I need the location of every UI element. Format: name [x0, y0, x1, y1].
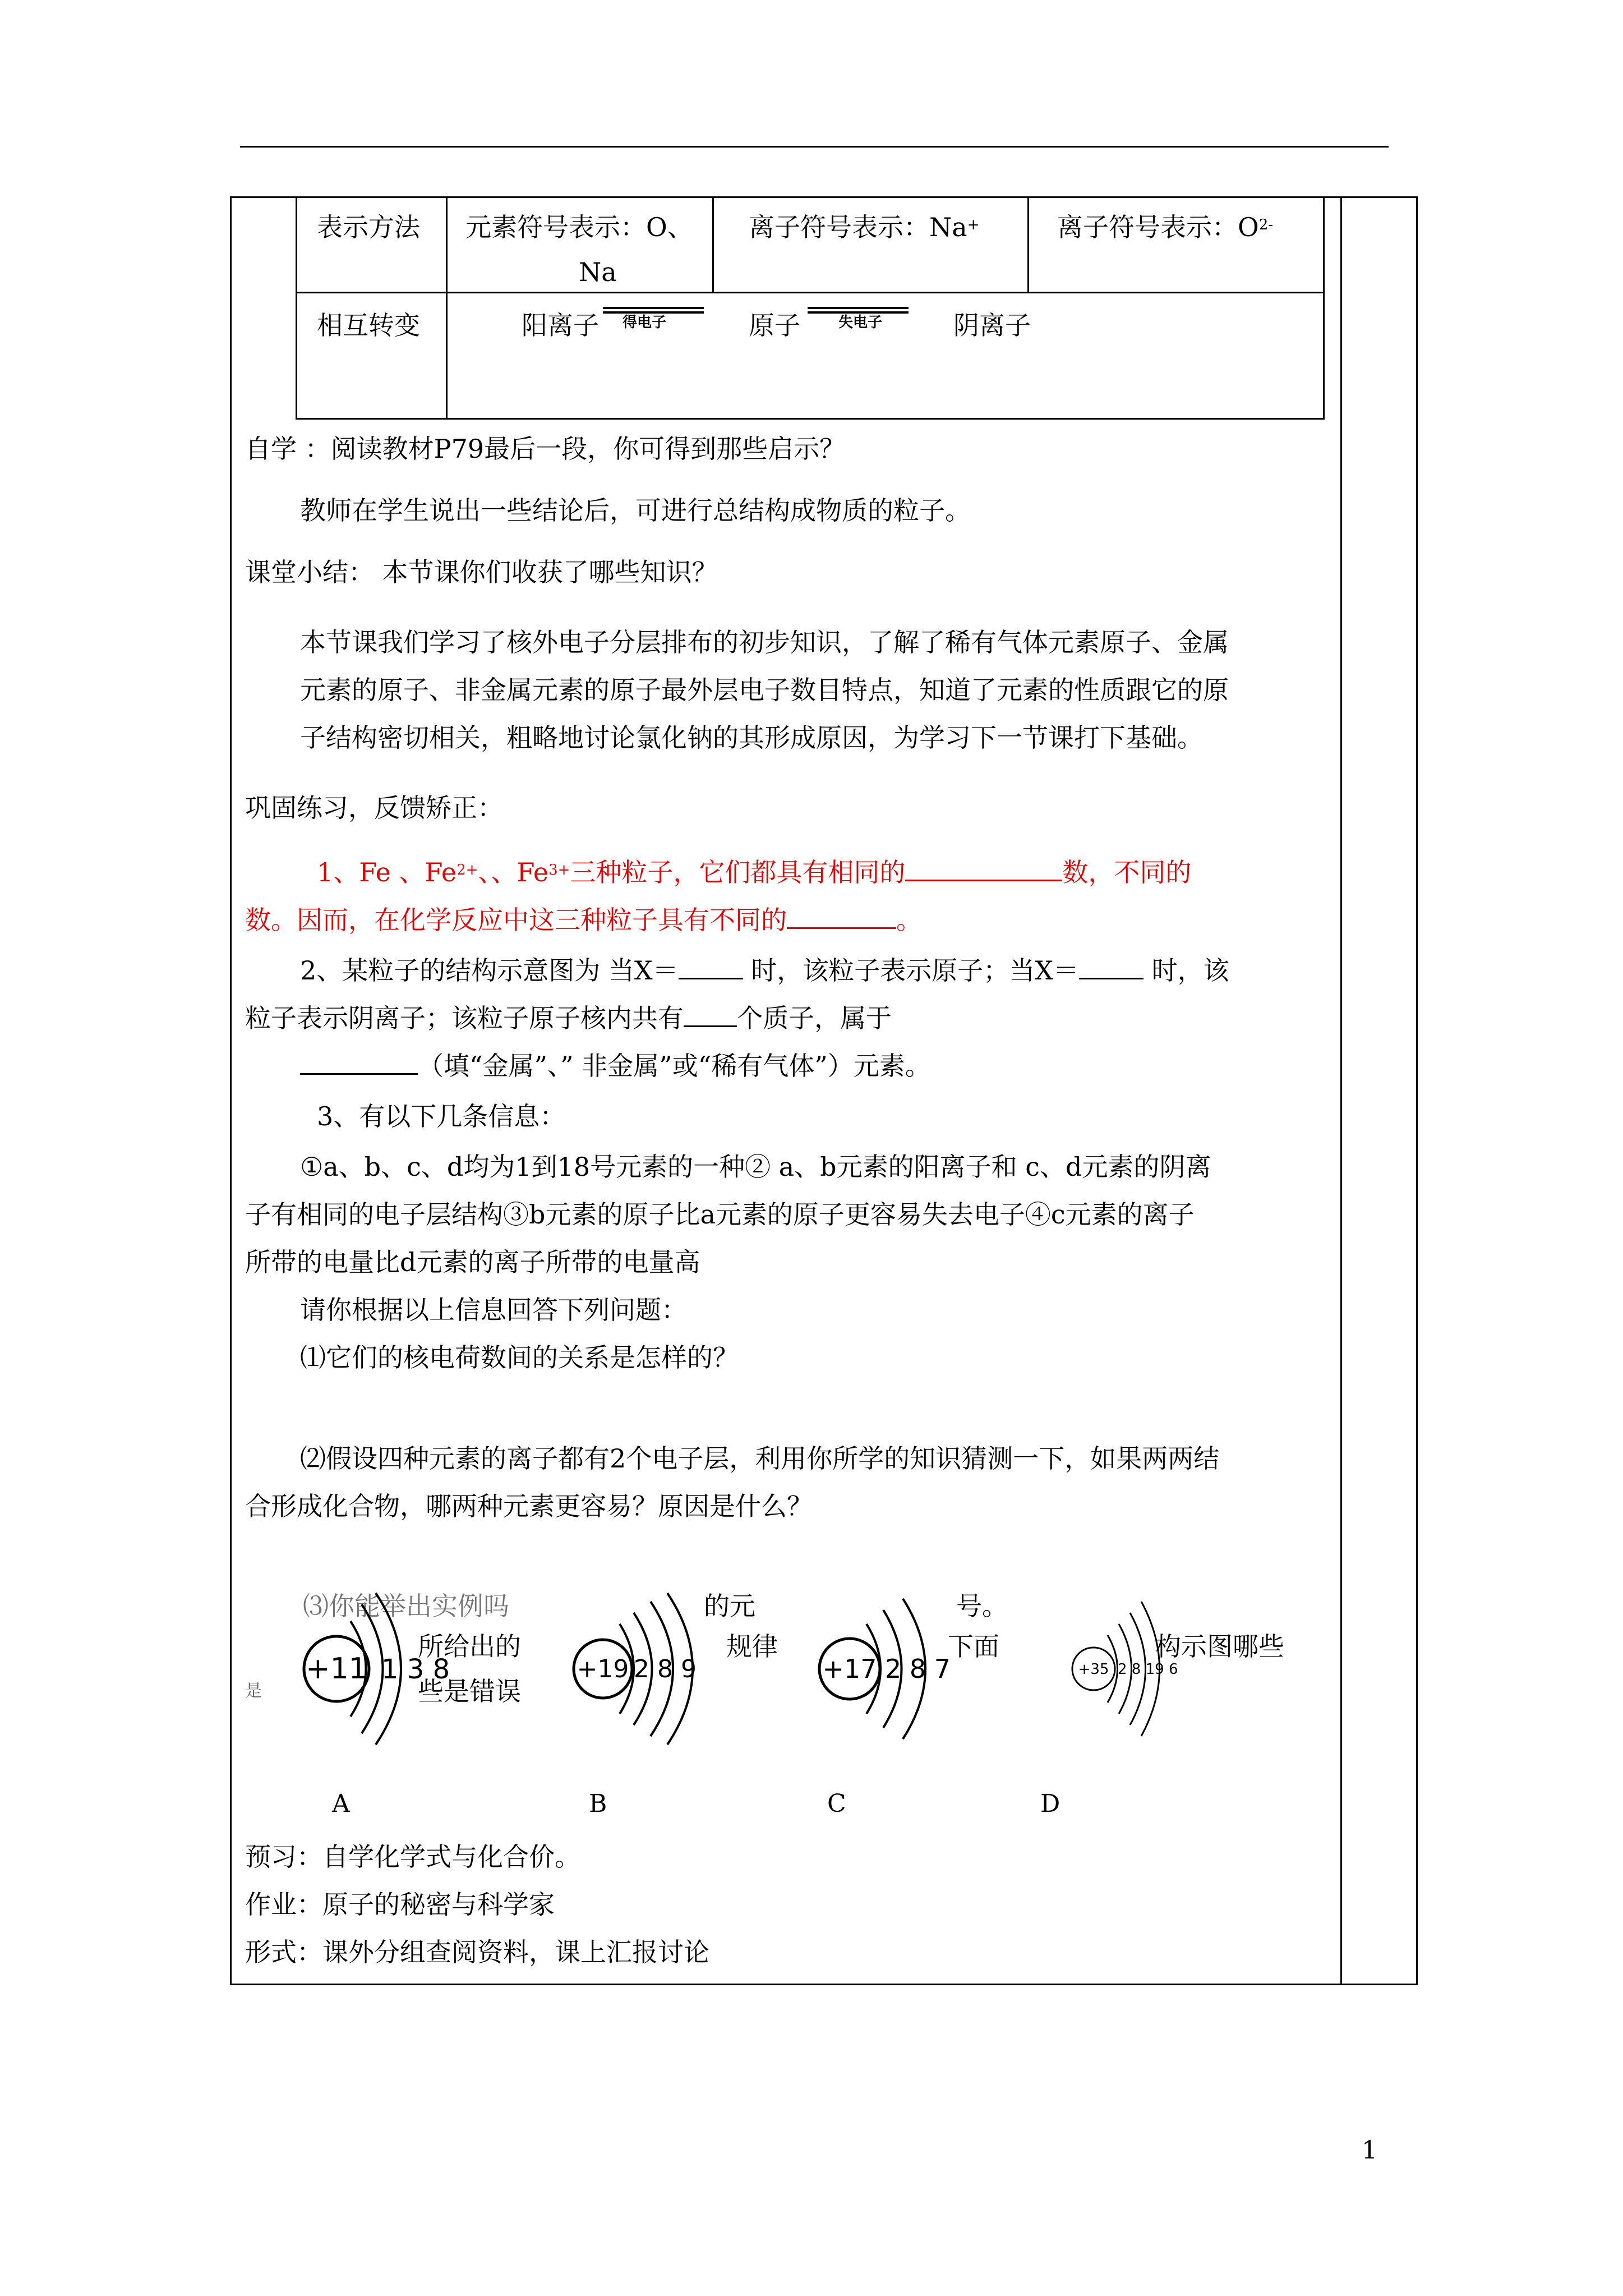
question-2-line-1: 2、某粒子的结构示意图为 当X＝ 时，该粒子表示原子；当X＝ 时，该: [300, 955, 1229, 986]
caption-b: B: [589, 1789, 607, 1818]
frame-left: [230, 196, 232, 1984]
header-rule: [240, 146, 1389, 148]
self-study: 自学 ：阅读教材P79最后一段，你可得到那些启示？: [245, 434, 846, 464]
cation-symbol-text: 离子符号表示：Na+: [749, 212, 980, 242]
element-symbol-na: Na: [579, 257, 617, 287]
question-2-line-2: 粒子表示阴离子；该粒子原子核内共有 个质子，属于: [245, 1003, 892, 1033]
summary-line-1: 本节课我们学习了核外电子分层排布的初步知识，了解了稀有气体元素原子、金属: [300, 627, 1229, 657]
q2-blank-protons[interactable]: [684, 1003, 737, 1027]
question-2-line-3: （填“金属”、” 非金属”或“稀有气体”）元素。: [300, 1049, 931, 1083]
question-3-line-2: 子有相同的电子层结构③b元素的原子比a元素的原子更容易失去电子④c元素的离子: [245, 1199, 1195, 1230]
caption-c: C: [827, 1789, 846, 1818]
svg-text:+17: +17: [822, 1654, 877, 1684]
caption-d: D: [1040, 1789, 1061, 1818]
anion-word: 阴离子: [953, 310, 1031, 341]
anion-symbol-text: 离子符号表示：$O^{2-}$: [1057, 212, 1274, 242]
atom-diagram-d: [1068, 1582, 1181, 1756]
electrons-a: 1 3 8: [381, 1654, 450, 1685]
q1-blank-2[interactable]: [787, 905, 896, 929]
q4-fragment-6: 下面: [948, 1631, 999, 1662]
q4-fragment-2: 的元: [704, 1591, 755, 1621]
summary-line-2: 元素的原子、非金属元素的原子最外层电子数目特点，知道了元素的性质跟它的原: [300, 675, 1229, 705]
svg-text:2 8 19 6: 2 8 19 6: [1118, 1661, 1178, 1678]
teacher-note: 教师在学生说出一些结论后，可进行总结构成物质的粒子。: [300, 495, 971, 526]
q4-fragment-5: 规律: [726, 1631, 778, 1662]
q2-blank-type[interactable]: [300, 1051, 418, 1075]
caption-a: A: [332, 1789, 350, 1818]
cation-word: 阳离子: [522, 310, 599, 341]
svg-text:+19: +19: [577, 1655, 629, 1683]
q1-blank-1[interactable]: [905, 857, 1062, 881]
summary-line-3: 子结构密切相关，粗略地讨论氯化钠的其形成原因，为学习下一节课打下基础。: [300, 723, 1203, 753]
question-3-part-2b: 合形成化合物，哪两种元素更容易？原因是什么？: [245, 1491, 813, 1521]
question-3-line-1: ①a、b、c、d均为1到18号元素的一种② a、b元素的阳离子和 c、d元素的阴离: [300, 1152, 1211, 1182]
svg-text:2 8 7: 2 8 7: [885, 1654, 951, 1684]
frame-right-outer: [1416, 196, 1418, 1984]
question-3-title: 3、有以下几条信息：: [317, 1101, 566, 1131]
q4-fragment-1: ⑶你能举出实例吗: [303, 1591, 509, 1621]
q4-fragment-4: 所给出的: [418, 1631, 521, 1662]
frame-right: [1340, 196, 1342, 1984]
atom-word: 原子: [749, 310, 800, 341]
q4-fragment-9: 些是错误: [418, 1676, 521, 1706]
row-label-conversion: 相互转变: [317, 310, 420, 341]
svg-text:2 8 9: 2 8 9: [634, 1655, 697, 1683]
lose-electron-label: 失电子: [838, 314, 883, 331]
svg-text:+35: +35: [1078, 1661, 1109, 1678]
question-3-part-1: ⑴它们的核电荷数间的关系是怎样的？: [300, 1342, 739, 1373]
gain-electron-label: 得电子: [623, 314, 667, 331]
arrow-lose-electron: [808, 307, 909, 309]
q4-fragment-7: 构示图哪些: [1155, 1631, 1284, 1662]
atom-diagram-b: [569, 1582, 726, 1756]
homework-text: 作业：原子的秘密与科学家: [245, 1889, 555, 1920]
atom-diagram-a: [292, 1582, 450, 1756]
arrow-gain-electron: [603, 307, 704, 309]
q4-fragment-3: 号。: [956, 1591, 1008, 1621]
row-label-notation: 表示方法: [317, 212, 420, 242]
q2-blank-x1[interactable]: [679, 955, 743, 979]
q4-fragment-8: 是: [245, 1681, 262, 1701]
practice-title: 巩固练习，反馈矫正：: [245, 793, 503, 823]
atom-diagram-c: [813, 1582, 959, 1756]
summary-question: 课堂小结： 本节课你们收获了哪些知识？: [245, 557, 718, 587]
element-symbol-text: 元素符号表示：O、: [465, 212, 693, 242]
question-3-line-3: 所带的电量比d元素的离子所带的电量高: [245, 1247, 700, 1277]
q2-blank-x2[interactable]: [1079, 955, 1144, 979]
question-1-line-1: 1、Fe 、$Fe^{2+}$、、$Fe^{3+}$三种粒子，它们都具有相同的 数，不同的: [317, 857, 1192, 887]
question-1-line-2: 数。因而，在化学反应中这三种粒子具有不同的 。: [245, 905, 922, 935]
question-3-ask: 请你根据以上信息回答下列问题：: [300, 1295, 687, 1325]
question-3-part-2a: ⑵假设四种元素的离子都有2个电子层，利用你所学的知识猜测一下，如果两两结: [300, 1443, 1220, 1474]
nucleus-a: +11: [306, 1652, 367, 1686]
frame-bottom: [230, 1984, 1418, 1985]
form-text: 形式：课外分组查阅资料，课上汇报讨论: [245, 1937, 709, 1967]
page-number: 1: [1362, 2136, 1377, 2165]
preview-text: 预习：自学化学式与化合价。: [245, 1842, 580, 1872]
